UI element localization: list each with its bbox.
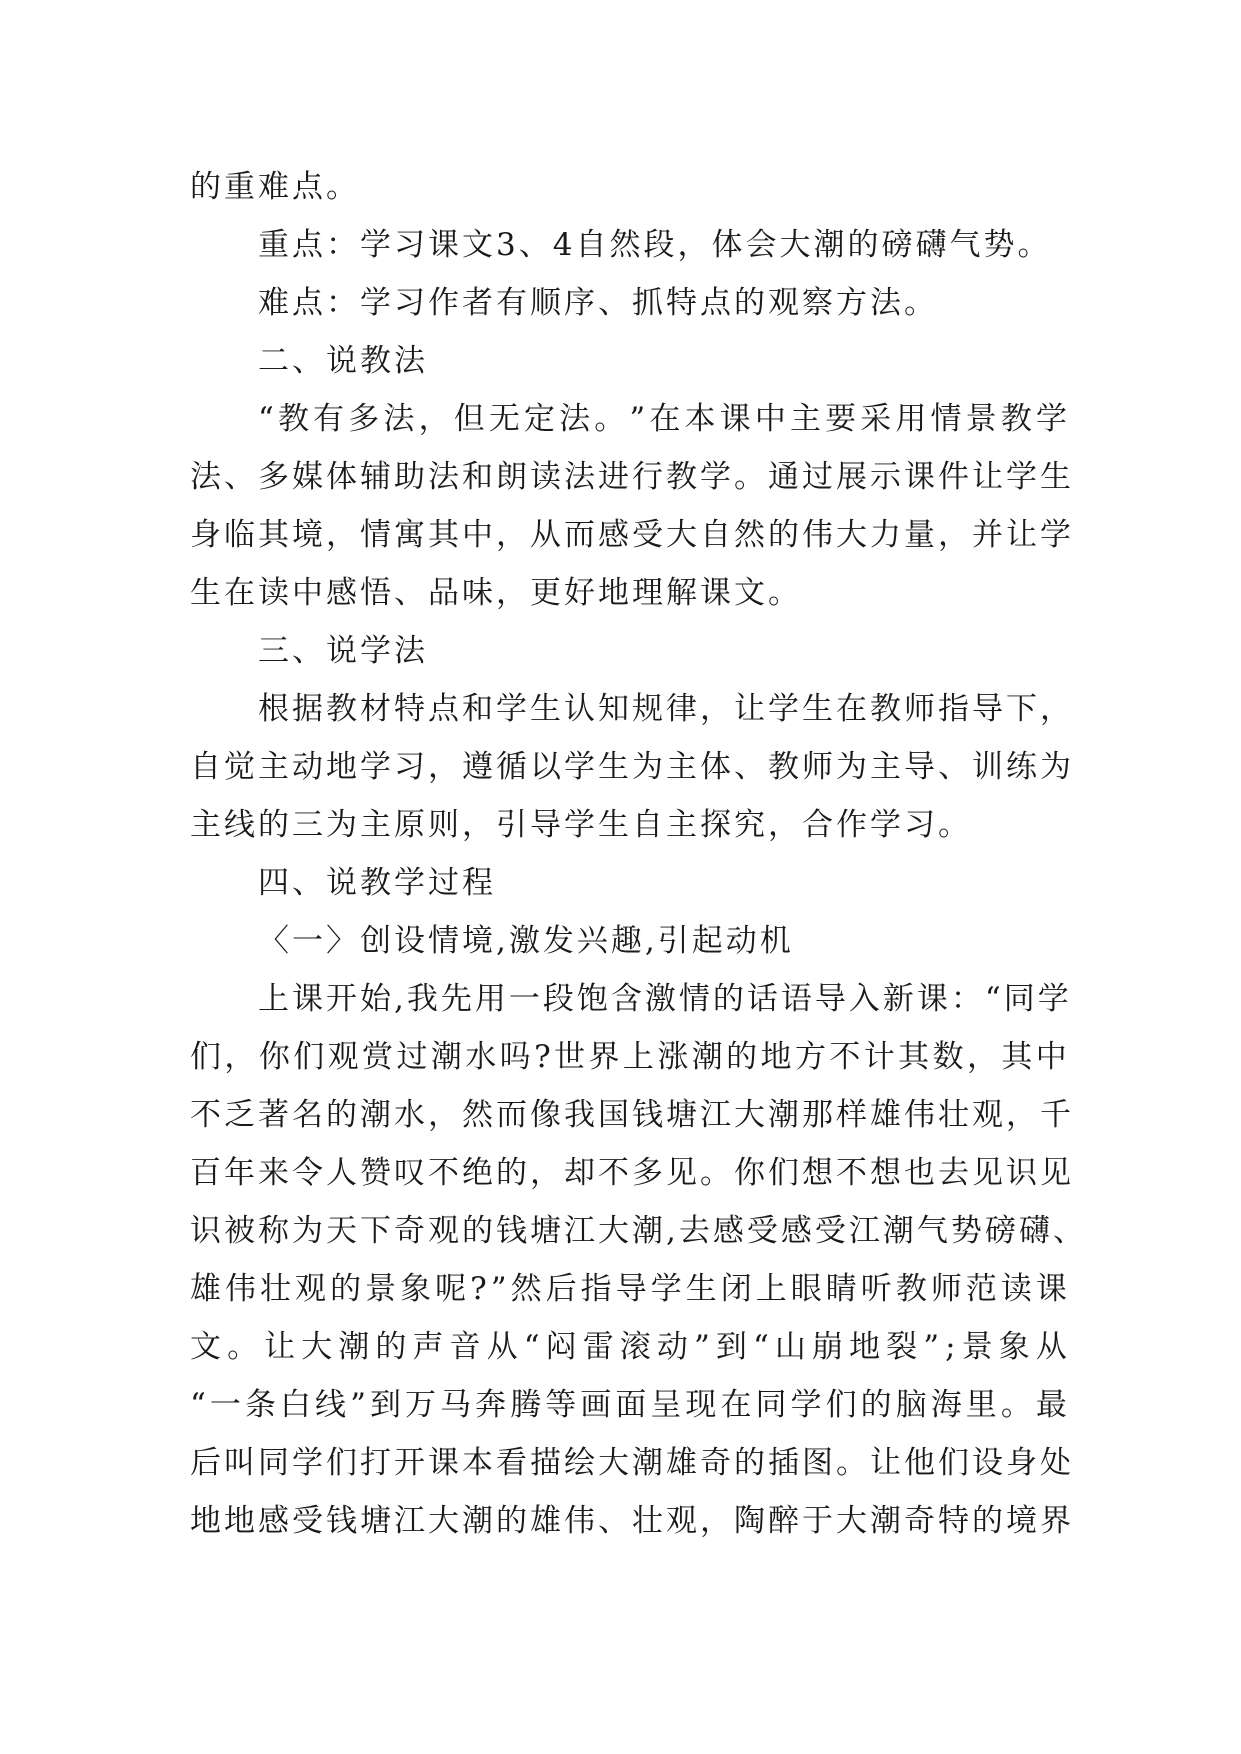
paragraph-line: 重点：学习课文3、4自然段，体会大潮的磅礴气势。 (258, 227, 1052, 263)
paragraph-line: 生在读中感悟、品味，更好地理解课文。 (190, 575, 802, 611)
paragraph-line: 身 临 其 境 ， 情 寓 其 中 ， 从 而 感 受 大 自 然 的 伟 大 力 量 ， 并 让 学 (190, 517, 1074, 553)
section-heading: 二、说教法 (258, 343, 428, 379)
paragraph-line: 上 课 开 始 , 我 先 用 一 段 饱 含 激 情 的 话 语 导 入 新 课 ： “ 同 学 (258, 981, 1072, 1017)
paragraph-line: 雄 伟 壮 观 的 景 象 呢 ? ” 然 后 指 导 学 生 闭 上 眼 睛 听 教 师 范 读 课 (190, 1271, 1070, 1307)
paragraph-line: 文 。 让 大 潮 的 声 音 从 “ 闷 雷 滚 动 ” 到 “ 山 崩 地 裂 ” ; 景 象 从 (190, 1329, 1070, 1365)
section-heading: 四、说教学过程 (258, 865, 496, 901)
paragraph-line: 不 乏 著 名 的 潮 水 ， 然 而 像 我 国 钱 塘 江 大 潮 那 样 雄 伟 壮 观 ， 千 (190, 1097, 1074, 1133)
paragraph-line: 们 ， 你 们 观 赏 过 潮 水 吗 ? 世 界 上 涨 潮 的 地 方 不 计 其 数 ， 其 中 (190, 1039, 1070, 1075)
section-heading: 三、说学法 (258, 633, 428, 669)
paragraph-line: 地 地 感 受 钱 塘 江 大 潮 的 雄 伟 、 壮 观 ， 陶 醉 于 大 潮 奇 特 的 境 界 (190, 1503, 1074, 1539)
paragraph-line: 法 、 多 媒 体 辅 助 法 和 朗 读 法 进 行 教 学 。 通 过 展 示 课 件 让 学 生 (190, 459, 1074, 495)
paragraph-line: 识 被 称 为 天 下 奇 观 的 钱 塘 江 大 潮 , 去 感 受 感 受 江 潮 气 势 磅 礴 、 (190, 1213, 1087, 1249)
paragraph-line: 后 叫 同 学 们 打 开 课 本 看 描 绘 大 潮 雄 奇 的 插 图 。 让 他 们 设 身 处 (190, 1445, 1074, 1481)
paragraph-line: 的重难点。 (190, 169, 360, 205)
document-body (190, 158, 1087, 1550)
paragraph-line: “ 一 条 白 线 ” 到 万 马 奔 腾 等 画 面 呈 现 在 同 学 们 的 脑 海 里 。 最 (190, 1387, 1070, 1423)
paragraph-line: “ 教 有 多 法 ， 但 无 定 法 。 ” 在 本 课 中 主 要 采 用 情 景 教 学 (258, 401, 1070, 437)
paragraph-line: 自 觉 主 动 地 学 习 ， 遵 循 以 学 生 为 主 体 、 教 师 为 主 导 、 训 练 为 (190, 749, 1074, 785)
paragraph-line: 根 据 教 材 特 点 和 学 生 认 知 规 律 ， 让 学 生 在 教 师 指 导 下 ， (258, 691, 1074, 727)
paragraph-line: 难点：学习作者有顺序、抓特点的观察方法。 (258, 285, 938, 321)
paragraph-line: 百 年 来 令 人 赞 叹 不 绝 的 ， 却 不 多 见 。 你 们 想 不 想 也 去 见 识 见 (190, 1155, 1074, 1191)
paragraph-line: 主线的三为主原则，引导学生自主探究，合作学习。 (190, 807, 972, 843)
subsection-heading: 〈一〉创设情境,激发兴趣,引起动机 (258, 923, 794, 959)
